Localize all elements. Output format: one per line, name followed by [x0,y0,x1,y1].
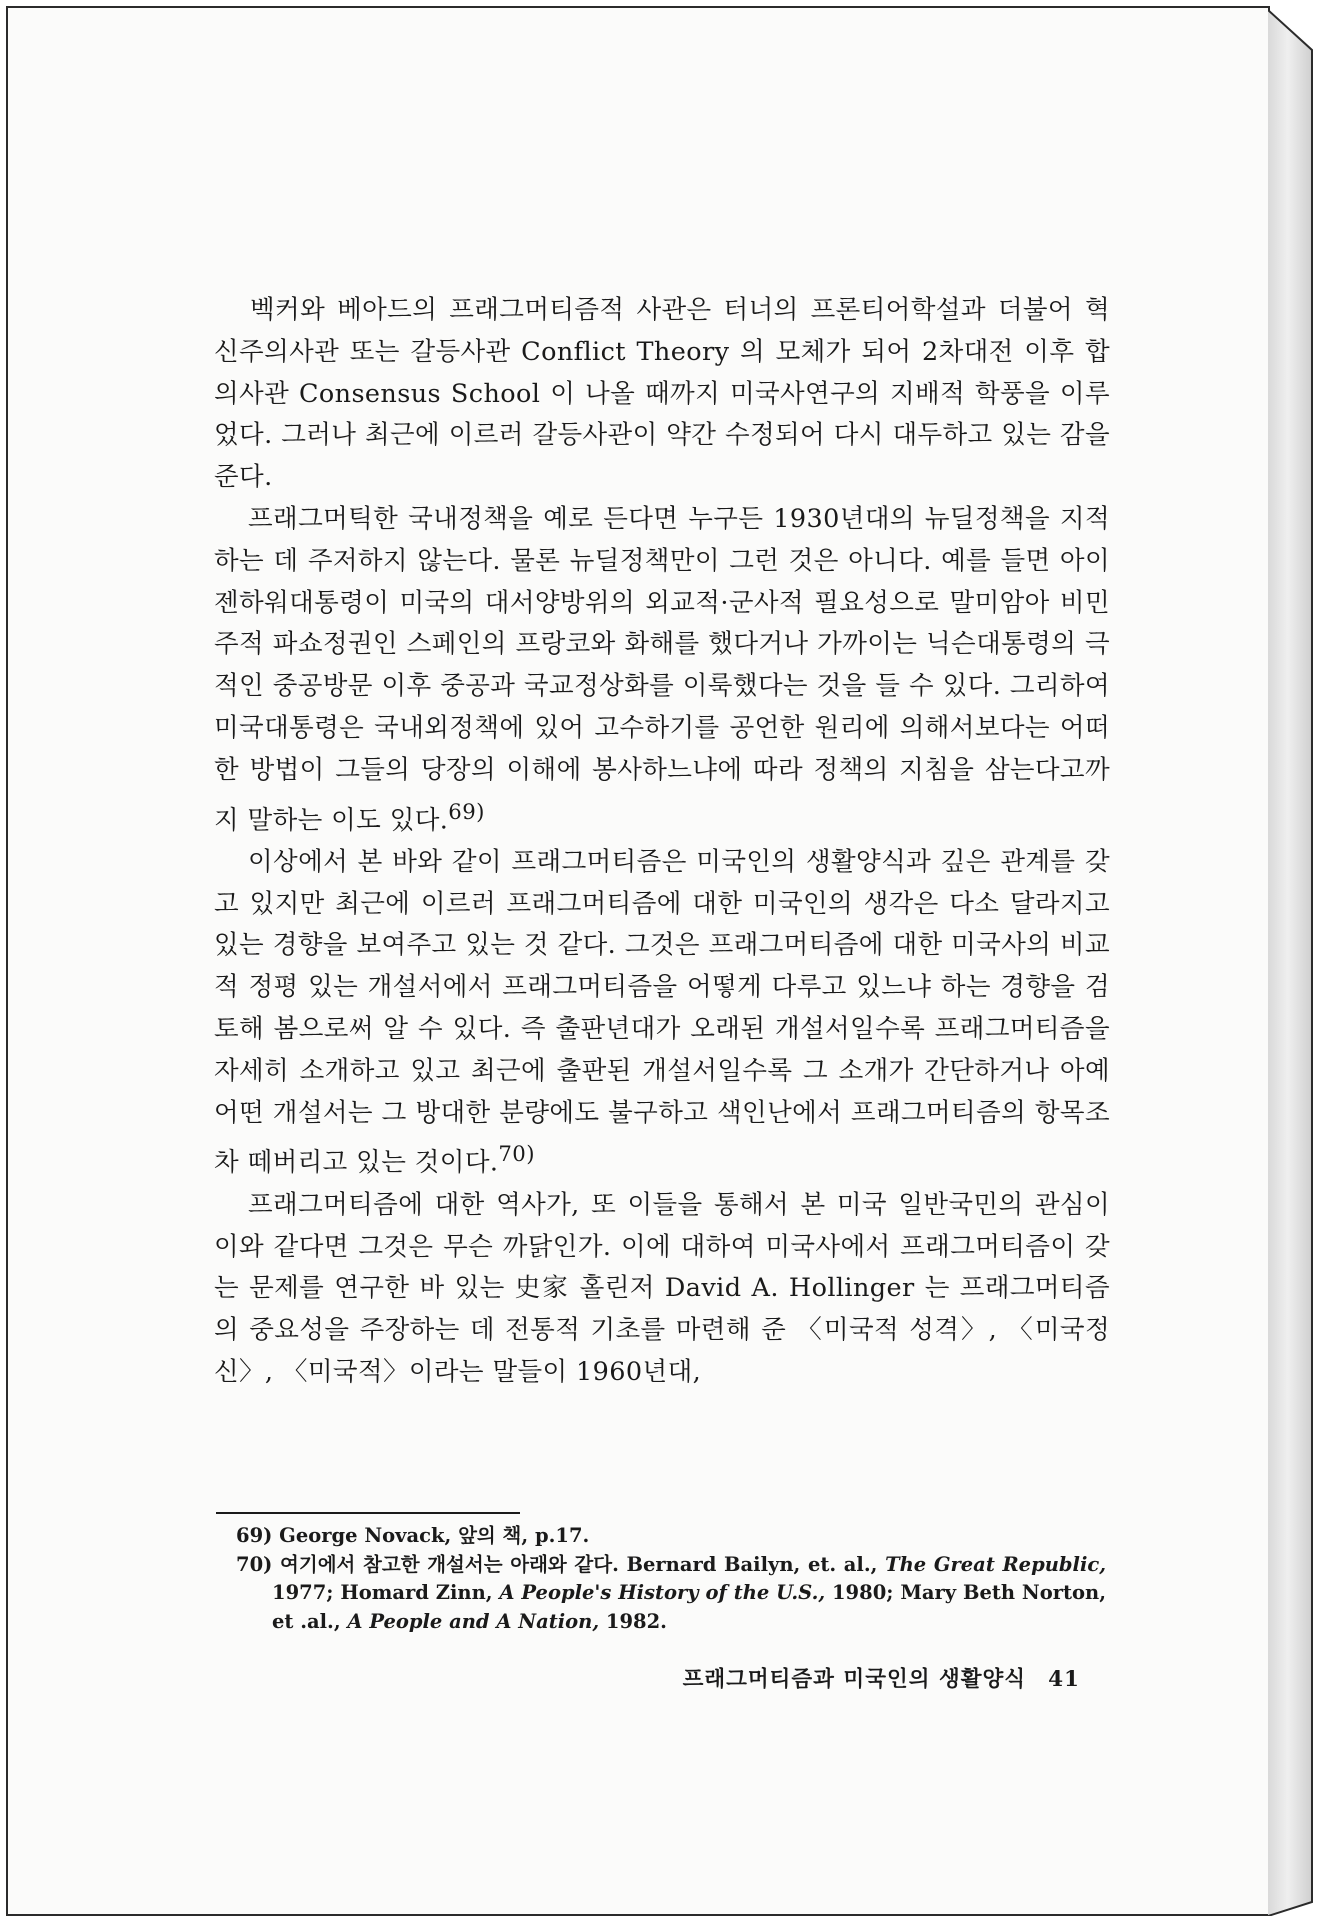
paragraph-2 [214,499,1110,842]
page-number: 41 [1048,1667,1080,1692]
footnote-ref-70: 70) [498,1142,535,1168]
footnote-ref-69: 69) [448,799,485,825]
footnote-70-tail: 1982. [599,1609,667,1633]
footnotes [236,1522,1106,1636]
running-footer [640,1662,1080,1693]
paragraph-4-text: 프래그머티즘에 대한 역사가, 또 이들을 통해서 본 미국 일반국민의 관심이 이와 같다면 그것은 무슨 까닭인가. 이에 대하여 미국사에서 프래그머티즘이 갖는 문제를 연구한 바 있는 史家 홀린저 David A. Hollinger 는 프래그머티즘의 중요성을 주장하는 데 전통적 기초를 마련해 준 〈미국적 성격〉, 〈미국정신〉, 〈미국적〉이라는 말들이 1960년대, [214,1189,1110,1387]
footnote-70 [236,1551,1106,1637]
footnote-70-title-2: A People's History of the U.S., [499,1581,826,1604]
footnote-divider [216,1512,520,1514]
paragraph-2-text: 프래그머틱한 국내정책을 예로 든다면 누구든 1930년대의 뉴딜정책을 지적하는 데 주저하지 않는다. 물론 뉴딜정책만이 그런 것은 아니다. 예를 들면 아이젠하워대통령이 미국의 대서양방위의 외교적·군사적 필요성으로 말미암아 비민주적 파쇼정권인 스페인의 프랑코와 화해를 했다거나 가까이는 닉슨대통령의 극적인 중공방문 이후 중공과 국교정상화를 이룩했다는 것을 들 수 있다. 그리하여 미국대통령은 국내외정책에 있어 고수하기를 공언한 원리에 의해서보다는 어떠한 방법이 그들의 당장의 이해에 봉사하느냐에 따라 정책의 지침을 삼는다고까지 말하는 이도 있다. [214,503,1110,836]
footnote-70-title-1: The Great Republic, [885,1552,1107,1576]
paragraph-3-text: 이상에서 본 바와 같이 프래그머티즘은 미국인의 생활양식과 깊은 관계를 갖고 있지만 최근에 이르러 프래그머티즘에 대한 미국인의 생각은 다소 달라지고 있는 경향을 보여주고 있는 것 같다. 그것은 프래그머티즘에 대한 미국사의 비교적 정평 있는 개설서에서 프래그머티즘을 어떻게 다루고 있느냐 하는 경향을 검토해 봄으로써 알 수 있다. 즉 출판년대가 오래된 개설서일수록 프래그머티즘을 자세히 소개하고 있고 최근에 출판된 개설서일수록 그 소개가 간단하거나 아예 어떤 개설서는 그 방대한 분량에도 불구하고 색인난에서 프래그머티즘의 항목조차 떼버리고 있는 것이다. [214,846,1110,1178]
footnote-70-mid-1: 1977; Homard Zinn, [272,1581,500,1604]
footnote-69 [236,1522,1106,1551]
main-text [214,290,1110,1394]
footnote-70-lead: 여기에서 참고한 개설서는 아래와 같다. Bernard Bailyn, et. al., [280,1552,886,1576]
paragraph-4 [214,1185,1110,1394]
running-title: 프래그머티즘과 미국인의 생활양식 [682,1667,1027,1692]
paragraph-1-text: 벡커와 베아드의 프래그머티즘적 사관은 터너의 프론티어학설과 더불어 혁신주의사관 또는 갈등사관 Conflict Theory 의 모체가 되어 2차대전 이후 합의사관 Consensus School 이 나올 때까지 미국사연구의 지배적 학풍을 이루었다. 그러나 최근에 이르러 갈등사관이 약간 수정되어 다시 대두하고 있는 감을 준다. [214,295,1110,493]
footnote-69-text: George Novack, 앞의 책, p.17. [279,1524,590,1547]
footnote-70-mid-2: 1980; Mary Beth Norton, et .al., [272,1581,1106,1633]
footnote-70-number: 70) [236,1552,273,1576]
paragraph-1 [214,290,1110,499]
footnote-70-title-3: A People and A Nation, [347,1609,600,1633]
page-stack-edge [1268,10,1312,1916]
footnote-69-number: 69) [236,1524,273,1547]
paragraph-3 [214,842,1110,1185]
